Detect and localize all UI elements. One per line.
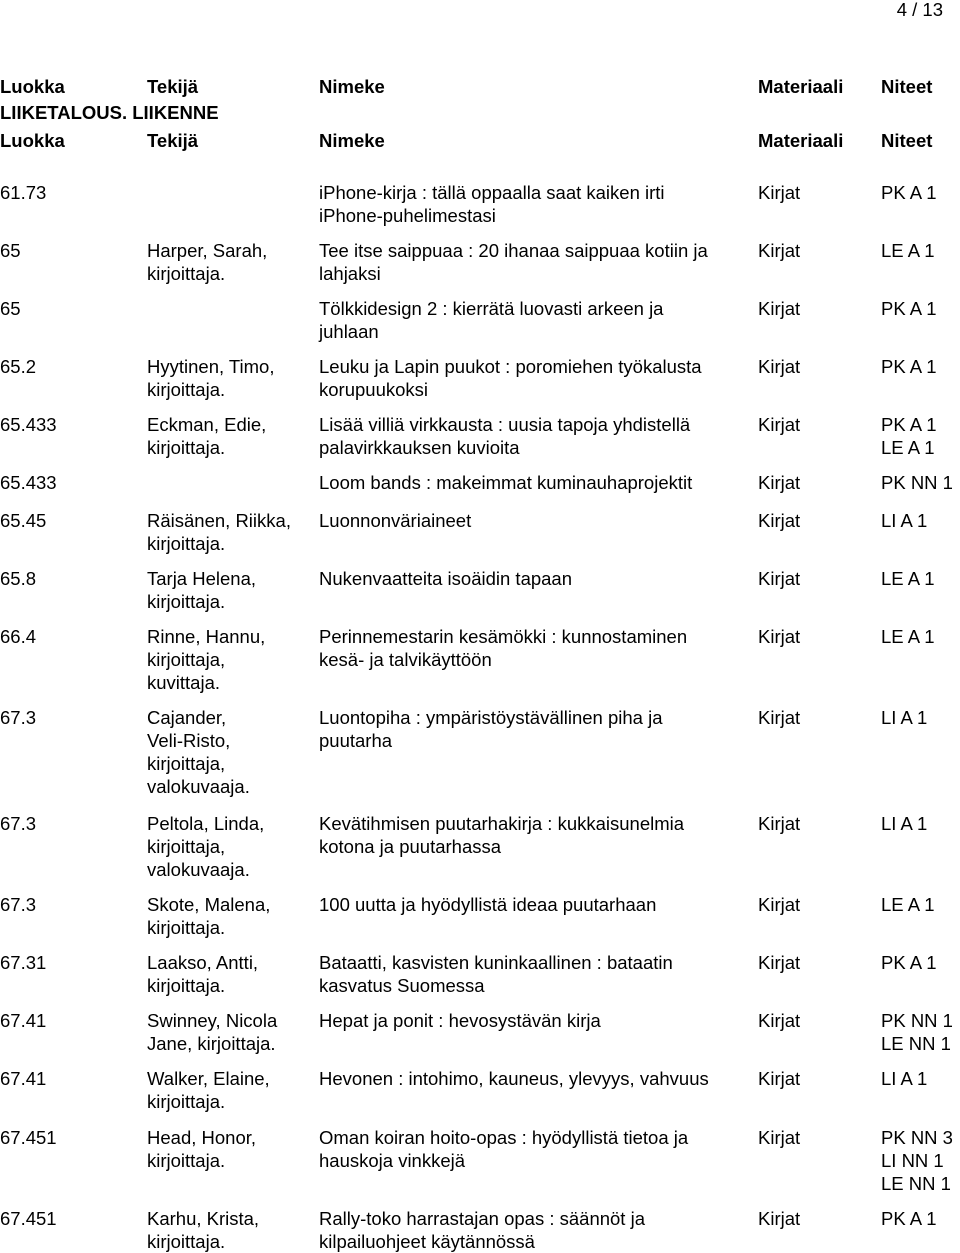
entry-nimeke: Oman koiran hoito-opas : hyödyllistä tietoa ja hauskoja vinkkejä	[319, 1127, 689, 1171]
entry-luokka: 66.4	[0, 626, 37, 647]
entry-tekija: Head, Honor, kirjoittaja.	[147, 1127, 257, 1171]
entry-materiaali: Kirjat	[758, 894, 801, 915]
entry-luokka: 65	[0, 298, 21, 319]
entry-niteet: PK A 1	[881, 356, 937, 377]
entry-nimeke: Nukenvaatteita isoäidin tapaan	[319, 568, 573, 589]
entry-niteet: LI A 1	[881, 707, 928, 728]
entry-tekija: Eckman, Edie, kirjoittaja.	[147, 414, 267, 458]
entry-niteet: LI A 1	[881, 1068, 928, 1089]
entry-tekija: Rinne, Hannu, kirjoittaja, kuvittaja.	[147, 626, 266, 693]
entry-tekija: Cajander, Veli-Risto, kirjoittaja, valokuvaaja.	[147, 707, 250, 797]
entry-materiaali: Kirjat	[758, 707, 801, 728]
entry-luokka: 67.41	[0, 1010, 47, 1031]
entry-tekija: Hyytinen, Timo, kirjoittaja.	[147, 356, 275, 400]
header-luokka: Luokka	[0, 130, 65, 151]
entry-tekija: Tarja Helena, kirjoittaja.	[147, 568, 257, 612]
header-nimeke: Nimeke	[319, 130, 385, 151]
entry-luokka: 65.433	[0, 472, 57, 493]
entry-tekija: Karhu, Krista, kirjoittaja.	[147, 1208, 260, 1252]
entry-niteet: LE A 1	[881, 240, 935, 261]
entry-luokka: 67.451	[0, 1127, 57, 1148]
entry-nimeke: Loom bands : makeimmat kuminauhaprojektit	[319, 472, 693, 493]
entry-niteet: LE A 1	[881, 894, 935, 915]
entry-niteet: PK A 1	[881, 298, 937, 319]
entry-materiaali: Kirjat	[758, 1127, 801, 1148]
entry-materiaali: Kirjat	[758, 182, 801, 203]
entry-materiaali: Kirjat	[758, 356, 801, 377]
entry-nimeke: Tee itse saippuaa : 20 ihanaa saippuaa kotiin ja lahjaksi	[319, 240, 708, 284]
entry-tekija: Swinney, Nicola Jane, kirjoittaja.	[147, 1010, 278, 1054]
column-header-row	[0, 129, 960, 152]
entry-nimeke: Perinnemestarin kesämökki : kunnostaminen kesä- ja talvikäyttöön	[319, 626, 688, 670]
page-number: 4 / 13	[896, 0, 943, 20]
entry-luokka: 65.8	[0, 568, 37, 589]
header-materiaali: Materiaali	[758, 130, 844, 151]
entry-niteet: LE A 1	[881, 626, 935, 647]
entry-materiaali: Kirjat	[758, 298, 801, 319]
header-niteet: Niteet	[881, 130, 933, 151]
entry-nimeke: Lisää villiä virkkausta : uusia tapoja yhdistellä palavirkkauksen kuvioita	[319, 414, 691, 458]
entry-materiaali: Kirjat	[758, 1010, 801, 1031]
header-luokka: Luokka	[0, 76, 65, 97]
entry-nimeke: Hevonen : intohimo, kauneus, ylevyys, vahvuus	[319, 1068, 709, 1089]
entry-niteet: LE A 1	[881, 568, 935, 589]
entry-niteet: PK NN 1 LE NN 1	[881, 1010, 953, 1054]
entry-materiaali: Kirjat	[758, 472, 801, 493]
entry-luokka: 67.3	[0, 707, 37, 728]
entry-niteet: LI A 1	[881, 813, 928, 834]
entry-materiaali: Kirjat	[758, 626, 801, 647]
entry-nimeke: Luonnonväriaineet	[319, 510, 472, 531]
entry-nimeke: Tölkkidesign 2 : kierrätä luovasti arkeen ja juhlaan	[319, 298, 664, 342]
entry-luokka: 67.451	[0, 1208, 57, 1229]
entry-tekija: Laakso, Antti, kirjoittaja.	[147, 952, 259, 996]
entry-luokka: 65	[0, 240, 21, 261]
header-niteet: Niteet	[881, 76, 933, 97]
entry-niteet: PK A 1 LE A 1	[881, 414, 937, 458]
entry-niteet: PK A 1	[881, 1208, 937, 1229]
entry-materiaali: Kirjat	[758, 813, 801, 834]
entry-tekija: Peltola, Linda, kirjoittaja, valokuvaaja.	[147, 813, 265, 880]
entry-materiaali: Kirjat	[758, 240, 801, 261]
entry-luokka: 67.3	[0, 813, 37, 834]
entry-nimeke: Rally-toko harrastajan opas : säännöt ja kilpailuohjeet käytännössä	[319, 1208, 645, 1252]
entry-materiaali: Kirjat	[758, 510, 801, 531]
header-tekija: Tekijä	[147, 130, 199, 151]
header-materiaali: Materiaali	[758, 76, 844, 97]
column-header-row-top	[0, 75, 960, 98]
entry-niteet: PK A 1	[881, 952, 937, 973]
entry-nimeke: Leuku ja Lapin puukot : poromiehen työkalusta korupuukoksi	[319, 356, 702, 400]
entry-niteet: PK NN 1	[881, 472, 953, 493]
entry-tekija: Walker, Elaine, kirjoittaja.	[147, 1068, 270, 1112]
entry-nimeke: Kevätihmisen puutarhakirja : kukkaisunelmia kotona ja puutarhassa	[319, 813, 685, 857]
entry-nimeke: 100 uutta ja hyödyllistä ideaa puutarhaan	[319, 894, 657, 915]
entry-tekija: Räisänen, Riikka, kirjoittaja.	[147, 510, 291, 554]
header-tekija: Tekijä	[147, 76, 199, 97]
entry-materiaali: Kirjat	[758, 1208, 801, 1229]
entry-nimeke: Hepat ja ponit : hevosystävän kirja	[319, 1010, 601, 1031]
entry-luokka: 65.433	[0, 414, 57, 435]
entry-materiaali: Kirjat	[758, 952, 801, 973]
entry-tekija: Skote, Malena, kirjoittaja.	[147, 894, 271, 938]
section-title: LIIKETALOUS. LIIKENNE	[0, 102, 219, 123]
entry-luokka: 65.2	[0, 356, 37, 377]
header-nimeke: Nimeke	[319, 76, 385, 97]
entry-nimeke: Bataatti, kasvisten kuninkaallinen : bataatin kasvatus Suomessa	[319, 952, 673, 996]
entry-luokka: 65.45	[0, 510, 47, 531]
entry-luokka: 67.3	[0, 894, 37, 915]
entry-luokka: 67.41	[0, 1068, 47, 1089]
entry-tekija: Harper, Sarah, kirjoittaja.	[147, 240, 268, 284]
entry-materiaali: Kirjat	[758, 568, 801, 589]
entry-niteet: PK NN 3 LI NN 1 LE NN 1	[881, 1127, 953, 1194]
entry-nimeke: iPhone-kirja : tällä oppaalla saat kaiken irti iPhone-puhelimestasi	[319, 182, 665, 226]
entry-niteet: PK A 1	[881, 182, 937, 203]
entry-materiaali: Kirjat	[758, 1068, 801, 1089]
entry-niteet: LI A 1	[881, 510, 928, 531]
entry-luokka: 67.31	[0, 952, 47, 973]
entry-luokka: 61.73	[0, 182, 47, 203]
entry-nimeke: Luontopiha : ympäristöystävällinen piha ja puutarha	[319, 707, 663, 751]
entry-materiaali: Kirjat	[758, 414, 801, 435]
